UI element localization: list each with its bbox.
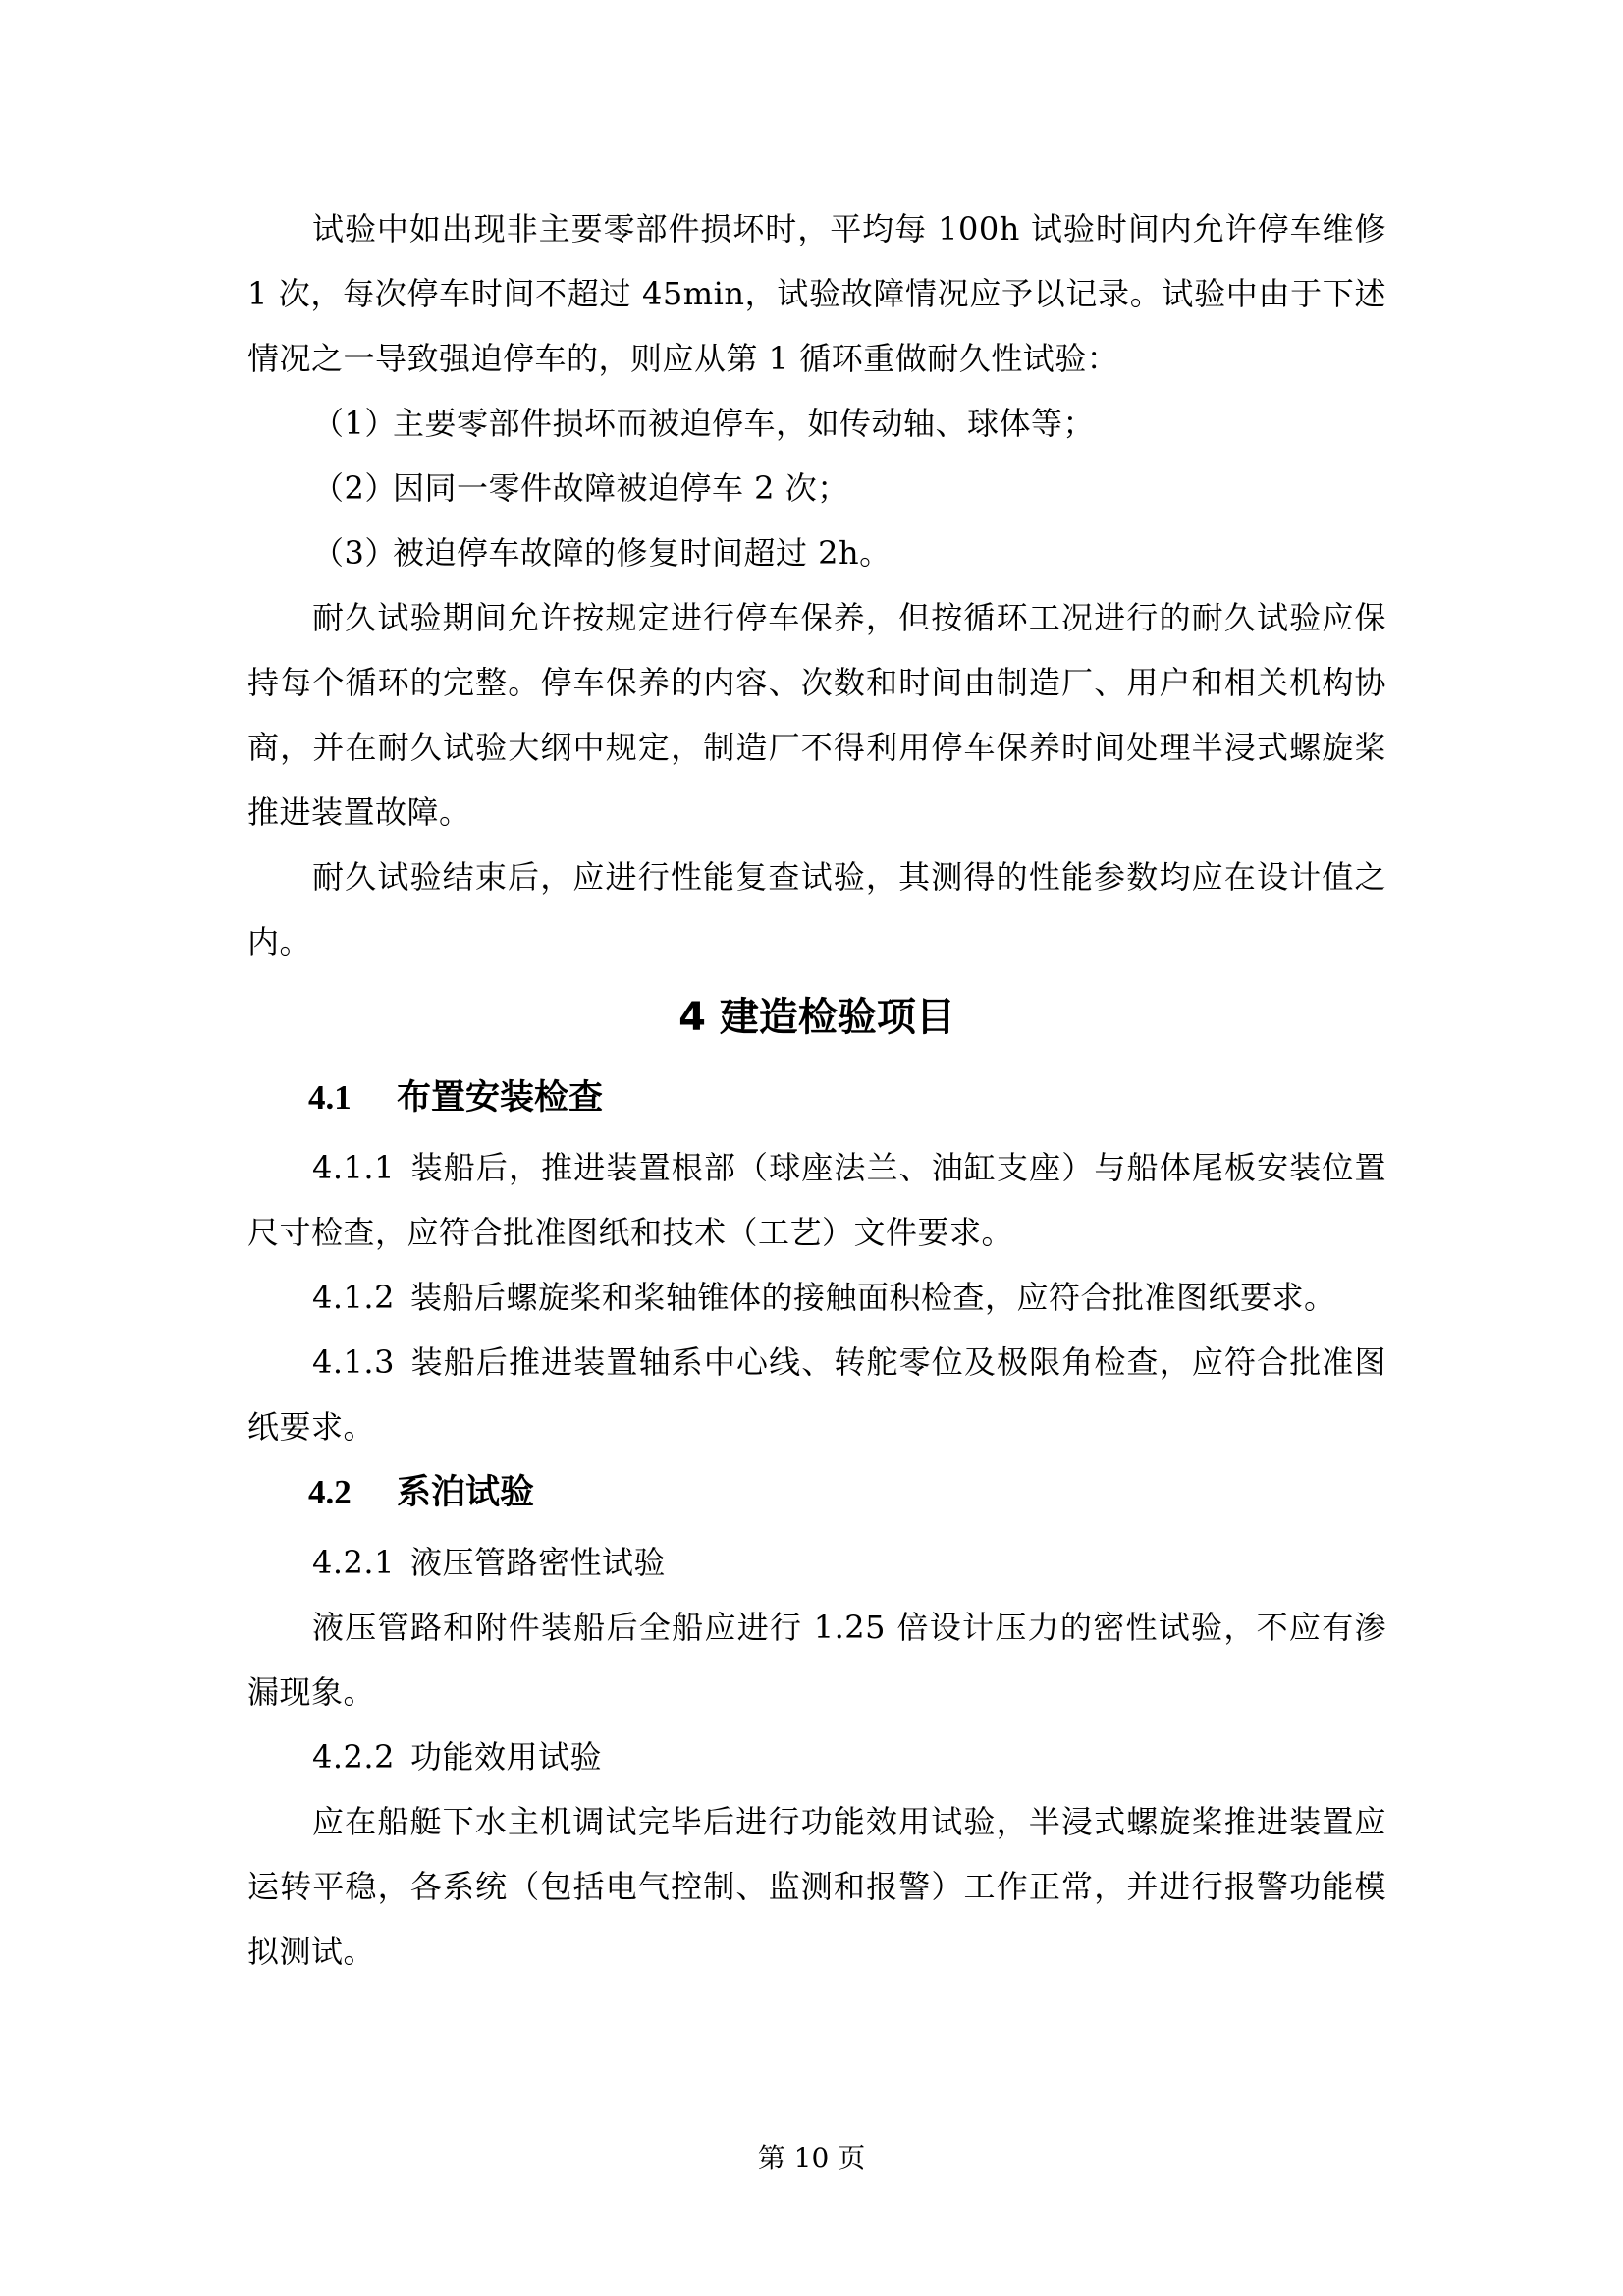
intro-paragraph-3: 耐久试验结束后，应进行性能复查试验，其测得的性能参数均应在设计值之内。 — [247, 858, 1386, 960]
clause-4-1-2 — [247, 1265, 1386, 1330]
section-heading-4-2 — [247, 1463, 1386, 1522]
clause-4-1-3 — [247, 1330, 1386, 1459]
section-number: 4.2 — [308, 1473, 352, 1511]
clause-4-2-2-body: 应在船艇下水主机调试完毕后进行功能效用试验，半浸式螺旋桨推进装置应运转平稳，各系统（包括电气控制、监测和报警）工作正常，并进行报警功能模拟测试。 — [247, 1803, 1386, 1970]
list-item-text: 因同一零件故障被迫停车 2 次； — [393, 469, 849, 507]
list-item-number: （1） — [312, 405, 397, 442]
intro-paragraph-2: 耐久试验期间允许按规定进行停车保养，但按循环工况进行的耐久试验应保持每个循环的完整。停车保养的内容、次数和时间由制造厂、用户和相关机构协商，并在耐久试验大纲中规定，制造厂不得利用停车保养时间处理半浸式螺旋桨推进装置故障。 — [247, 599, 1386, 831]
section-number: 4.1 — [308, 1078, 352, 1117]
clause-text: 功能效用试验 — [410, 1738, 603, 1776]
section-title: 布置安装检查 — [397, 1078, 604, 1118]
list-item — [247, 391, 1386, 456]
clause-4-1-1 — [247, 1135, 1386, 1265]
clause-number: 4.2.1 — [312, 1544, 395, 1581]
clause-4-2-1-body: 液压管路和附件装船后全船应进行 1.25 倍设计压力的密性试验，不应有渗漏现象。 — [247, 1609, 1386, 1711]
page-content — [247, 196, 1386, 1984]
list-item-number: （2） — [312, 469, 397, 507]
list-item-text: 主要零部件损坏而被迫停车，如传动轴、球体等； — [393, 405, 1096, 442]
clause-number: 4.2.2 — [312, 1738, 395, 1776]
clause-text: 装船后螺旋桨和桨轴锥体的接触面积检查，应符合批准图纸要求。 — [410, 1279, 1336, 1316]
list-item-text: 被迫停车故障的修复时间超过 2h。 — [393, 534, 892, 572]
clause-text: 液压管路密性试验 — [410, 1544, 667, 1581]
page-number: 第 10 页 — [757, 2142, 866, 2174]
clause-text: 装船后推进装置轴系中心线、转舵零位及极限角检查，应符合批准图纸要求。 — [247, 1343, 1386, 1446]
clause-4-2-2 — [247, 1724, 1386, 1789]
clause-number: 4.1.1 — [312, 1149, 395, 1186]
intro-paragraph-1: 试验中如出现非主要零部件损坏时，平均每 100h 试验时间内允许停车维修 1 次，每次停车时间不超过 45min，试验故障情况应予以记录。试验中由于下述情况之一导致强迫停车的，则应从第 1 循环重做耐久性试验： — [247, 210, 1386, 377]
section-heading-4-1 — [247, 1068, 1386, 1127]
chapter-title: 4 建造检验项目 — [678, 995, 955, 1040]
list-item — [247, 520, 1386, 585]
list-item-number: （3） — [312, 534, 397, 572]
clause-text: 装船后，推进装置根部（球座法兰、油缸支座）与船体尾板安装位置尺寸检查，应符合批准图纸和技术（工艺）文件要求。 — [247, 1149, 1386, 1251]
list-item — [247, 456, 1386, 520]
clause-number: 4.1.3 — [312, 1343, 395, 1381]
clause-number: 4.1.2 — [312, 1279, 395, 1316]
section-title: 系泊试验 — [397, 1473, 535, 1512]
clause-4-2-1 — [247, 1530, 1386, 1595]
